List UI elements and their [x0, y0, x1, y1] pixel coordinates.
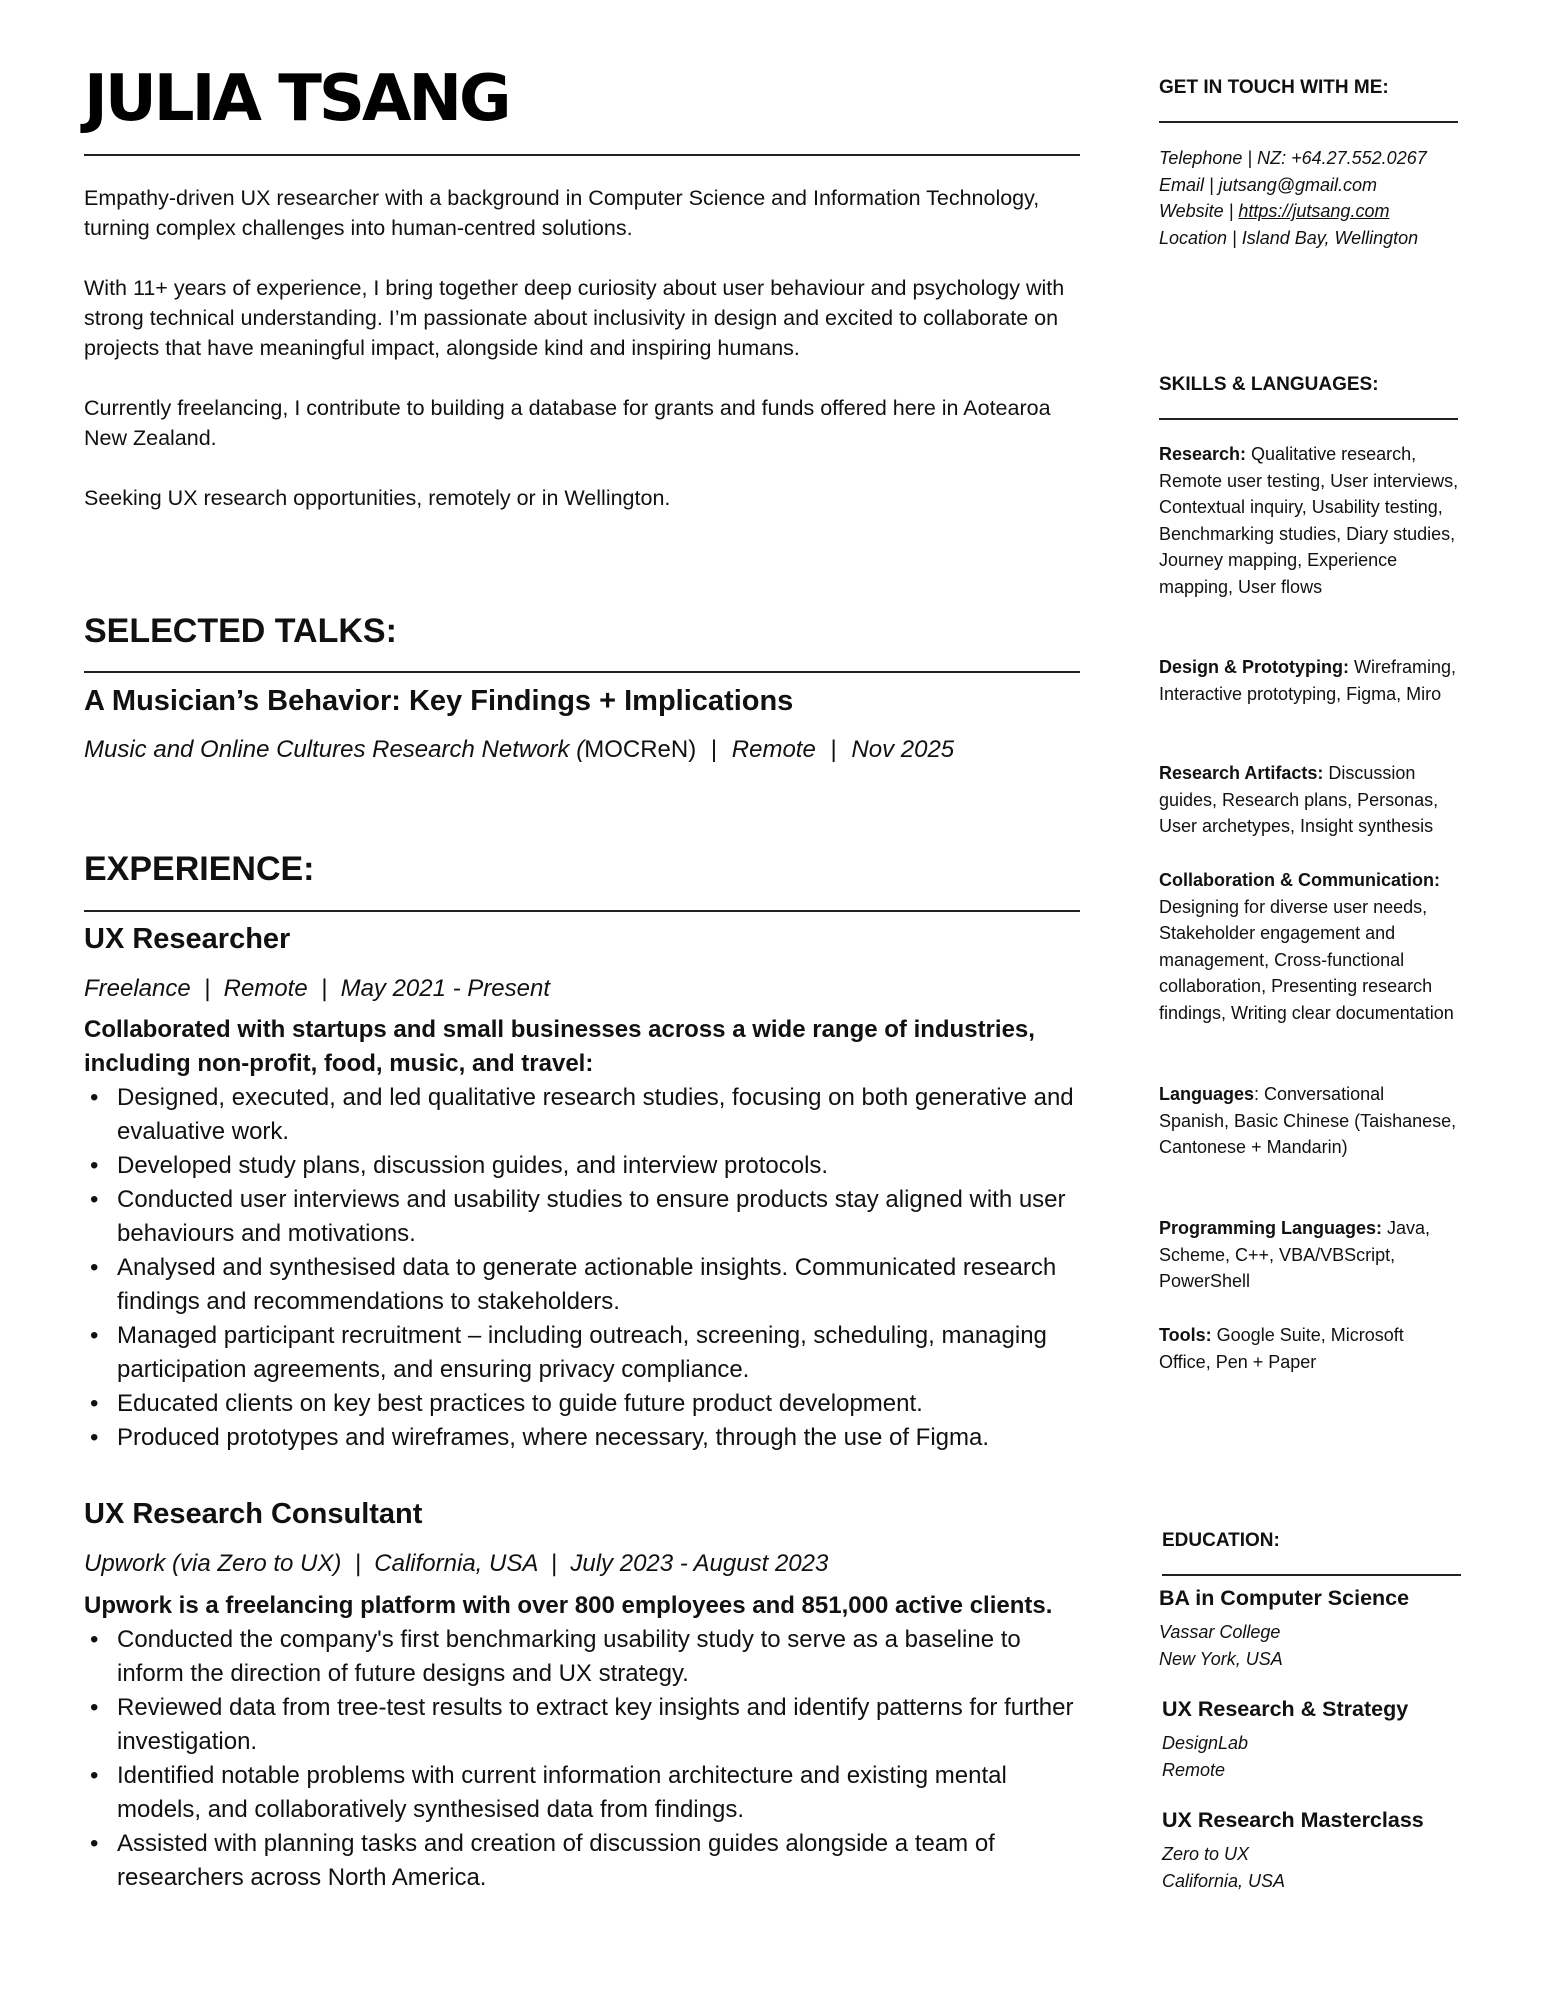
list-item: • Conducted user interviews and usability studies to ensure products stay aligned with user behaviours and motivations.: [84, 1183, 1084, 1251]
education-location: California, USA: [1162, 1870, 1286, 1891]
skill-group: [1159, 654, 1459, 707]
list-item: • Managed participant recruitment – including outreach, screening, scheduling, managing participation agreements, and ensuring privacy compliance.: [84, 1319, 1084, 1387]
job-title: UX Research Consultant: [84, 1498, 423, 1530]
talk-meta: [84, 736, 954, 764]
skill-text: : Conversational Spanish, Basic Chinese (Taishanese, Cantonese + Mandarin): [1159, 1084, 1457, 1157]
list-item: • Analysed and synthesised data to generate actionable insights. Communicated research findings and recommendations to stakeholders.: [84, 1251, 1084, 1319]
job-bullets: [84, 1623, 1084, 1895]
experience-heading: EXPERIENCE:: [84, 850, 315, 888]
summary-paragraph: With 11+ years of experience, I bring together deep curiosity about user behaviour and psychology with strong technical understanding. I’m passionate about inclusivity in design and excited to collaborate on projects that have meaningful impact, alongside kind and inspiring humans.: [84, 276, 1065, 360]
skill-group: [1159, 1081, 1459, 1161]
education-school: Vassar College: [1159, 1622, 1281, 1642]
skill-text: Qualitative research, Remote user testing, User interviews, Contextual inquiry, Usability testing, Benchmarking studies, Diary studies, Journey mapping, Experience mapping, User flows: [1159, 444, 1459, 597]
summary-paragraph: Seeking UX research opportunities, remotely or in Wellington.: [84, 486, 671, 510]
contact-website: [1159, 198, 1459, 225]
list-item: • Reviewed data from tree-test results to extract key insights and identify patterns for further investigation.: [84, 1691, 1084, 1759]
job-summary: Collaborated with startups and small businesses across a wide range of industries, including non-profit, food, music, and travel:: [84, 1016, 1035, 1077]
summary-paragraph: Empathy-driven UX researcher with a background in Computer Science and Information Technology, turning complex challenges into human-centred solutions.: [84, 186, 1040, 240]
list-item: • Developed study plans, discussion guides, and interview protocols.: [84, 1149, 1084, 1183]
skill-group: [1159, 867, 1459, 1026]
skill-group: [1159, 1322, 1459, 1375]
list-item: • Assisted with planning tasks and creation of discussion guides alongside a team of researchers across North America.: [84, 1827, 1084, 1895]
summary-paragraph: Currently freelancing, I contribute to building a database for grants and funds offered here in Aotearoa New Zealand.: [84, 396, 1051, 450]
education-school: Zero to UX: [1162, 1844, 1250, 1864]
website-label: Website |: [1159, 201, 1239, 221]
skill-text: Java, Scheme, C++, VBA/VBScript, PowerShell: [1159, 1218, 1431, 1291]
skill-group: [1159, 1215, 1459, 1295]
skill-text: Discussion guides, Research plans, Personas, User archetypes, Insight synthesis: [1159, 763, 1439, 836]
job-summary: Upwork is a freelancing platform with over 800 employees and 851,000 active clients.: [84, 1592, 1053, 1619]
job-meta: Upwork (via Zero to UX) | California, USA | July 2023 - August 2023: [84, 1550, 829, 1577]
skill-label: Design & Prototyping:: [1159, 657, 1349, 677]
skills-heading: SKILLS & LANGUAGES:: [1159, 374, 1379, 395]
talk-location: Remote: [731, 736, 816, 763]
summary: [84, 183, 1084, 543]
skill-label: Collaboration & Communication:: [1159, 870, 1440, 890]
education-details: [1159, 1619, 1283, 1672]
meta-separator: |: [710, 736, 718, 763]
education-divider: [1162, 1574, 1461, 1576]
skills-divider: [1159, 418, 1458, 420]
contact-telephone: Telephone | NZ: +64.27.552.0267: [1159, 148, 1427, 168]
education-school: DesignLab: [1162, 1733, 1249, 1753]
contact-location: Location | Island Bay, Wellington: [1159, 227, 1419, 248]
skill-text: Google Suite, Microsoft Office, Pen + Paper: [1159, 1325, 1404, 1372]
job-meta: Freelance | Remote | May 2021 - Present: [84, 975, 551, 1002]
skill-group: [1159, 760, 1459, 840]
talk-abbreviation: MOCReN): [584, 736, 697, 763]
skill-label: Research Artifacts:: [1159, 763, 1324, 783]
talk-title: A Musician’s Behavior: Key Findings + Implications: [84, 685, 794, 717]
header-divider: [84, 154, 1080, 156]
list-item: • Produced prototypes and wireframes, where necessary, through the use of Figma.: [84, 1421, 1084, 1455]
skill-text: Wireframing, Interactive prototyping, Figma, Miro: [1159, 657, 1457, 704]
skill-label: Research:: [1159, 444, 1247, 464]
list-item: • Designed, executed, and led qualitative research studies, focusing on both generative and evaluative work.: [84, 1081, 1084, 1149]
education-location: Remote: [1162, 1759, 1226, 1780]
experience-divider: [84, 910, 1080, 912]
education-details: [1162, 1841, 1285, 1894]
education-details: [1162, 1730, 1248, 1783]
skill-label: Tools:: [1159, 1325, 1212, 1345]
talks-heading: SELECTED TALKS:: [84, 612, 397, 650]
list-item: • Conducted the company's first benchmarking usability study to serve as a baseline to inform the direction of future designs and UX strategy.: [84, 1623, 1084, 1691]
education-degree: UX Research & Strategy: [1162, 1697, 1409, 1721]
education-heading: EDUCATION:: [1162, 1530, 1280, 1551]
website-link[interactable]: https://jutsang.com: [1238, 201, 1390, 221]
candidate-name: JULIA TSANG: [84, 62, 509, 136]
talks-divider: [84, 671, 1080, 673]
job-title: UX Researcher: [84, 923, 291, 955]
talk-date: Nov 2025: [851, 736, 955, 763]
list-item: • Identified notable problems with current information architecture and existing mental models, and collaboratively synthesised data from findings.: [84, 1759, 1084, 1827]
contact-email: Email | jutsang@gmail.com: [1159, 174, 1378, 195]
skill-label: Programming Languages:: [1159, 1218, 1383, 1238]
contact-divider: [1159, 121, 1458, 123]
contact-heading: GET IN TOUCH WITH ME:: [1159, 77, 1389, 98]
meta-separator: |: [830, 736, 837, 763]
talk-organization: Music and Online Cultures Research Network (: [84, 736, 585, 763]
skill-group: [1159, 441, 1459, 600]
job-bullets: [84, 1081, 1084, 1455]
education-degree: BA in Computer Science: [1159, 1586, 1410, 1610]
list-item: • Educated clients on key best practices to guide future product development.: [84, 1387, 1084, 1421]
skill-text: Designing for diverse user needs, Stakeholder engagement and management, Cross-functional collaboration, Presenting research findings, Writing clear documentation: [1159, 896, 1454, 1023]
skill-label: Languages: [1159, 1084, 1255, 1104]
education-degree: UX Research Masterclass: [1162, 1808, 1424, 1832]
contact-details: [1159, 145, 1459, 251]
education-location: New York, USA: [1159, 1648, 1283, 1669]
